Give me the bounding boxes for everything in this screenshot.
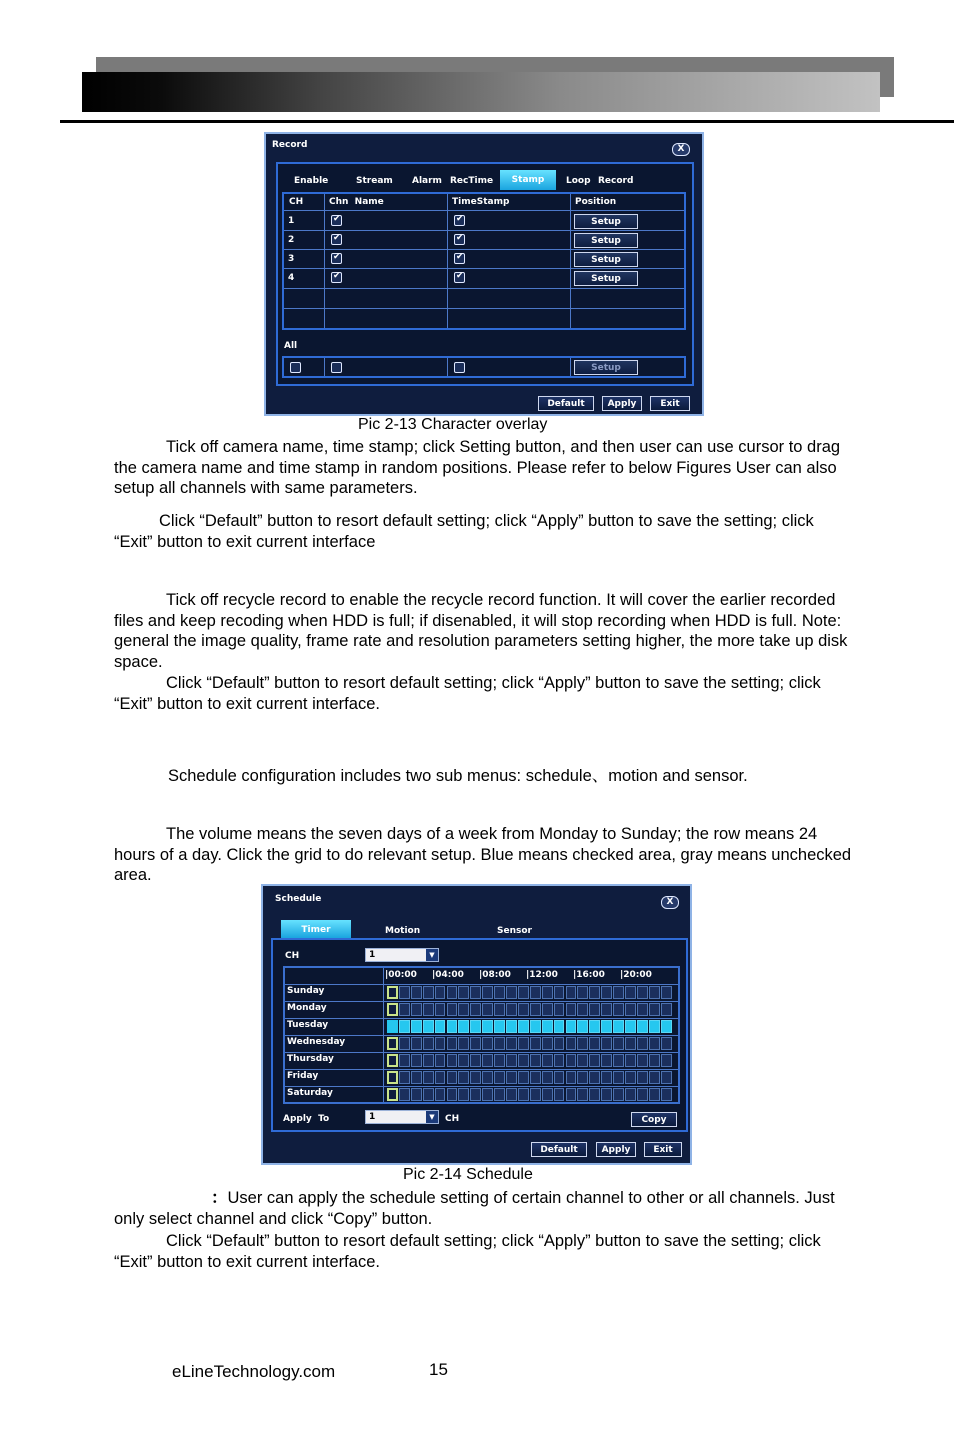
schedule-cell[interactable] [625,1071,636,1084]
stamp-table [282,192,686,330]
schedule-content-area [271,938,688,1132]
apply-button[interactable]: Apply [602,396,642,411]
schedule-cell[interactable] [518,1054,529,1067]
schedule-cell[interactable] [601,1020,612,1033]
tab-rectime[interactable]: RecTime [450,176,494,186]
schedule-cell[interactable] [625,1003,636,1016]
day-label: Wednesday [287,1037,346,1047]
default-button[interactable]: Default [531,1142,587,1157]
hour-label: |12:00 [526,970,558,980]
schedule-cell[interactable] [458,1020,469,1033]
schedule-cell[interactable] [447,986,458,999]
schedule-cell[interactable] [482,986,493,999]
schedule-cell[interactable] [387,1088,398,1101]
paragraph-lead: ： [211,1189,228,1207]
page-number: 15 [429,1360,448,1379]
position-setup-button[interactable]: Setup [574,233,638,248]
tab-alarm[interactable]: Alarm [412,176,442,186]
schedule-cell[interactable] [589,1088,600,1101]
schedule-cell[interactable] [566,1071,577,1084]
schedule-cell[interactable] [494,1071,505,1084]
schedule-cell[interactable] [435,1054,446,1067]
all-enable-checkbox[interactable] [290,362,301,373]
schedule-cell[interactable] [494,1054,505,1067]
schedule-cell[interactable] [423,1020,434,1033]
day-label: Tuesday [287,1020,329,1030]
schedule-cell[interactable] [506,1088,517,1101]
schedule-cell[interactable] [613,1054,624,1067]
schedule-cell[interactable] [447,1037,458,1050]
schedule-cell[interactable] [589,986,600,999]
schedule-cell[interactable] [577,1054,588,1067]
ch-select[interactable] [365,948,439,962]
schedule-cell[interactable] [649,1071,660,1084]
close-icon[interactable]: X [672,143,690,156]
schedule-cell[interactable] [577,986,588,999]
schedule-cell[interactable] [530,1071,541,1084]
schedule-cell[interactable] [649,1088,660,1101]
schedule-cell[interactable] [613,1020,624,1033]
schedule-cell[interactable] [470,1071,481,1084]
schedule-cell[interactable] [423,1088,434,1101]
schedule-cell[interactable] [542,1071,553,1084]
position-setup-button[interactable]: Setup [574,252,638,267]
schedule-cell[interactable] [458,1088,469,1101]
col-header-timestamp: TimeStamp [452,197,510,207]
schedule-cell[interactable] [554,1088,565,1101]
record-panel-title: Record [272,140,308,150]
schedule-cell[interactable] [661,1054,672,1067]
schedule-cell[interactable] [613,1088,624,1101]
schedule-cell[interactable] [601,1071,612,1084]
schedule-cell[interactable] [482,1054,493,1067]
schedule-cell[interactable] [637,1071,648,1084]
schedule-cell[interactable] [494,1003,505,1016]
schedule-cell[interactable] [649,1020,660,1033]
schedule-cell[interactable] [423,1003,434,1016]
schedule-cell[interactable] [423,986,434,999]
schedule-cell[interactable] [625,1020,636,1033]
schedule-cell[interactable] [435,986,446,999]
schedule-cell[interactable] [470,1003,481,1016]
schedule-cell[interactable] [435,1003,446,1016]
schedule-cell[interactable] [387,1037,398,1050]
row-divider [285,1001,678,1002]
tab-record[interactable]: Record [598,176,634,186]
all-label: All [284,341,298,351]
row-divider [285,1086,678,1087]
schedule-cell[interactable] [411,1003,422,1016]
schedule-cell[interactable] [494,1088,505,1101]
record-panel [264,132,704,416]
schedule-cell[interactable] [625,1054,636,1067]
schedule-cell[interactable] [566,1054,577,1067]
schedule-cell[interactable] [577,1003,588,1016]
schedule-cell[interactable] [435,1020,446,1033]
paragraph [114,590,854,673]
schedule-cell[interactable] [411,1037,422,1050]
schedule-cell[interactable] [601,1003,612,1016]
paragraph-text: Tick off camera name, time stamp; click Setting button, and then user can use cursor to drag the camera name and time stamp in random positions. Please refer to below Figures User can also setup all channels with same parameters. [114,438,841,498]
schedule-cell[interactable] [661,1037,672,1050]
schedule-cell[interactable] [411,1020,422,1033]
schedule-cell[interactable] [649,1037,660,1050]
schedule-cell[interactable] [589,1071,600,1084]
schedule-cell[interactable] [649,1003,660,1016]
schedule-cell[interactable] [506,1037,517,1050]
schedule-cell[interactable] [458,1003,469,1016]
schedule-cell[interactable] [387,1003,398,1016]
apply-button[interactable]: Apply [596,1142,636,1157]
schedule-cell[interactable] [399,986,410,999]
hour-label: |08:00 [479,970,511,980]
schedule-cell[interactable] [423,1054,434,1067]
apply-to-label: Apply To [283,1114,330,1124]
copy-button[interactable]: Copy [631,1112,677,1127]
schedule-cell[interactable] [494,1020,505,1033]
schedule-cell[interactable] [661,986,672,999]
timestamp-checkbox[interactable] [454,234,465,245]
schedule-cell[interactable] [506,1054,517,1067]
apply-to-value: 1 [369,1112,376,1122]
row-ch: 4 [288,273,295,283]
paragraph-text: Click “Default” button to resort default setting; click “Apply” button to save the setting; click “Exit” button to exit current interface. [114,674,821,713]
day-label: Saturday [287,1088,333,1098]
schedule-cell[interactable] [411,1054,422,1067]
schedule-cell[interactable] [577,1020,588,1033]
schedule-cell[interactable] [399,1088,410,1101]
apply-to-suffix: CH [445,1114,460,1124]
schedule-cell[interactable] [613,1037,624,1050]
hours-header [385,969,675,983]
schedule-cell[interactable] [470,1020,481,1033]
schedule-cell[interactable] [470,1037,481,1050]
schedule-cell[interactable] [435,1071,446,1084]
position-setup-button[interactable]: Setup [574,214,638,229]
apply-to-select[interactable] [365,1110,439,1124]
paragraph-text: User can apply the schedule setting of certain channel to other or all channels. Just only select channel and click “Copy” button. [114,1189,835,1228]
paragraph [114,437,854,499]
tab-enable[interactable]: Enable [294,176,329,186]
schedule-cell[interactable] [399,1037,410,1050]
schedule-cell[interactable] [458,986,469,999]
all-setup-button[interactable]: Setup [574,360,638,375]
record-content-area [276,162,694,386]
schedule-cell[interactable] [494,986,505,999]
schedule-cell[interactable] [399,1054,410,1067]
hour-label: |04:00 [432,970,464,980]
schedule-cell[interactable] [566,1037,577,1050]
figure-caption: Pic 2-13 Character overlay [358,416,548,433]
schedule-cell[interactable] [423,1071,434,1084]
schedule-cell[interactable] [518,1088,529,1101]
exit-button[interactable]: Exit [644,1142,682,1157]
schedule-cell[interactable] [506,1071,517,1084]
schedule-cell[interactable] [447,1020,458,1033]
chn-name-checkbox[interactable] [331,234,342,245]
day-label: Friday [287,1071,319,1081]
schedule-cell[interactable] [637,1088,648,1101]
schedule-cell[interactable] [577,1071,588,1084]
schedule-cell[interactable] [411,1071,422,1084]
header-banner [82,72,880,112]
row-divider [285,984,678,985]
schedule-cell[interactable] [530,1003,541,1016]
schedule-cell[interactable] [649,986,660,999]
schedule-cell[interactable] [542,1037,553,1050]
hour-label: |20:00 [620,970,652,980]
all-row [282,356,686,378]
schedule-cell[interactable] [494,1037,505,1050]
schedule-cell[interactable] [447,1071,458,1084]
paragraph [114,766,854,787]
row-divider [285,1035,678,1036]
position-setup-button[interactable]: Setup [574,271,638,286]
schedule-cell[interactable] [518,1071,529,1084]
row-divider [285,1052,678,1053]
schedule-cell[interactable] [530,1088,541,1101]
schedule-cell[interactable] [661,1088,672,1101]
schedule-cell[interactable] [637,1020,648,1033]
row-divider [285,1069,678,1070]
schedule-cell[interactable] [542,986,553,999]
figure-caption: Pic 2-14 Schedule [403,1166,533,1183]
tab-timer[interactable]: Timer [281,920,351,938]
chevron-down-icon: ▼ [426,949,438,961]
schedule-cell[interactable] [554,1020,565,1033]
schedule-cell[interactable] [518,1003,529,1016]
schedule-cell[interactable] [435,1037,446,1050]
schedule-cell[interactable] [661,1003,672,1016]
col-header-ch: CH [289,197,304,207]
schedule-cell[interactable] [506,1003,517,1016]
schedule-cell[interactable] [399,1003,410,1016]
schedule-grid [283,966,680,1104]
schedule-cell[interactable] [625,986,636,999]
schedule-cell[interactable] [542,1088,553,1101]
schedule-cell[interactable] [387,1020,398,1033]
schedule-cell[interactable] [518,1037,529,1050]
schedule-cell[interactable] [518,1020,529,1033]
row-ch: 1 [288,216,295,226]
schedule-cell[interactable] [458,1071,469,1084]
schedule-cell[interactable] [399,1071,410,1084]
hour-label: |00:00 [385,970,417,980]
schedule-cell[interactable] [447,1088,458,1101]
schedule-cell[interactable] [601,986,612,999]
col-header-chn-name: Chn Name [329,197,384,207]
schedule-cell[interactable] [661,1071,672,1084]
schedule-cell[interactable] [637,1003,648,1016]
schedule-cell[interactable] [482,1088,493,1101]
schedule-cell[interactable] [411,986,422,999]
schedule-cell[interactable] [387,1054,398,1067]
chn-name-checkbox[interactable] [331,272,342,283]
tab-stream[interactable]: Stream [356,176,393,186]
schedule-cell[interactable] [482,1003,493,1016]
schedule-cell[interactable] [554,1054,565,1067]
timestamp-checkbox[interactable] [454,253,465,264]
schedule-cell[interactable] [530,986,541,999]
schedule-cell[interactable] [601,1037,612,1050]
schedule-cell[interactable] [506,1020,517,1033]
schedule-cell[interactable] [554,986,565,999]
schedule-cell[interactable] [613,1003,624,1016]
paragraph-text: Click “Default” button to resort default setting; click “Apply” button to save the setting; click “Exit” button to exit current interface [114,512,814,551]
schedule-cell[interactable] [649,1054,660,1067]
schedule-cell[interactable] [554,1071,565,1084]
paragraph-text: Tick off recycle record to enable the recycle record function. It will cover the earlier recorded files and keep recoding when HDD is full; if disenabled, it will stop recording when HDD is full. Note: general the image quality, frame rate and resolution parameters setting higher, the more take up disk space. [114,591,848,672]
day-label: Sunday [287,986,325,996]
schedule-cell[interactable] [566,986,577,999]
paragraph [114,1231,854,1272]
schedule-cell[interactable] [399,1020,410,1033]
hour-label: |16:00 [573,970,605,980]
schedule-cell[interactable] [601,1054,612,1067]
paragraph-text: The volume means the seven days of a week from Monday to Sunday; the row means 24 hours of a day. Click the grid to do relevant setup. Blue means checked area, gray means unchecked area. [114,825,852,885]
all-timestamp-checkbox[interactable] [454,362,465,373]
schedule-cell[interactable] [506,986,517,999]
schedule-cell[interactable] [447,1003,458,1016]
schedule-cell[interactable] [530,1054,541,1067]
schedule-cell[interactable] [637,986,648,999]
tab-sensor[interactable]: Sensor [497,926,532,936]
footer-site: eLineTechnology.com [172,1362,336,1381]
schedule-cell[interactable] [542,1054,553,1067]
tab-loop[interactable]: Loop [566,176,591,186]
schedule-cell[interactable] [518,986,529,999]
schedule-panel-title: Schedule [275,894,322,904]
day-label: Monday [287,1003,327,1013]
schedule-cell[interactable] [423,1037,434,1050]
tab-stamp[interactable]: Stamp [500,170,556,190]
schedule-cell[interactable] [387,1071,398,1084]
schedule-cell[interactable] [482,1037,493,1050]
schedule-cell[interactable] [625,1088,636,1101]
schedule-cell[interactable] [554,1037,565,1050]
paragraph [114,673,854,714]
paragraph [114,1188,854,1229]
row-divider [285,1018,678,1019]
schedule-cell[interactable] [661,1020,672,1033]
tab-motion[interactable]: Motion [385,926,421,936]
schedule-cell[interactable] [577,1088,588,1101]
paragraph-text: Schedule configuration includes two sub menus: schedule、motion and sensor. [168,767,748,785]
schedule-cell[interactable] [470,986,481,999]
paragraph-text: Click “Default” button to resort default setting; click “Apply” button to save the setting; click “Exit” button to exit current interface. [114,1232,821,1271]
schedule-cell[interactable] [482,1071,493,1084]
schedule-cell[interactable] [387,986,398,999]
schedule-cell[interactable] [411,1088,422,1101]
ch-label: CH [285,951,300,961]
schedule-cell[interactable] [589,1037,600,1050]
schedule-cell[interactable] [613,986,624,999]
schedule-cell[interactable] [482,1020,493,1033]
default-button[interactable]: Default [538,396,594,411]
row-ch: 2 [288,235,295,245]
timestamp-checkbox[interactable] [454,272,465,283]
header-rule [60,120,954,123]
schedule-cell[interactable] [589,1054,600,1067]
schedule-cell[interactable] [542,1003,553,1016]
close-icon[interactable]: X [661,896,679,909]
schedule-cell[interactable] [637,1054,648,1067]
schedule-cell[interactable] [447,1054,458,1067]
schedule-cell[interactable] [470,1054,481,1067]
schedule-cell[interactable] [530,1037,541,1050]
chn-name-checkbox[interactable] [331,253,342,264]
schedule-cell[interactable] [625,1037,636,1050]
chevron-down-icon: ▼ [426,1111,438,1123]
paragraph [114,511,854,552]
schedule-cell[interactable] [470,1088,481,1101]
row-ch: 3 [288,254,295,264]
exit-button[interactable]: Exit [650,396,690,411]
timestamp-checkbox[interactable] [454,215,465,226]
day-label: Thursday [287,1054,334,1064]
schedule-cell[interactable] [577,1037,588,1050]
schedule-cell[interactable] [589,1003,600,1016]
schedule-cell[interactable] [566,1003,577,1016]
paragraph [114,824,854,886]
schedule-panel [261,884,692,1165]
all-chn-name-checkbox[interactable] [331,362,342,373]
schedule-cell[interactable] [637,1037,648,1050]
schedule-cell[interactable] [458,1054,469,1067]
col-header-position: Position [575,197,617,207]
schedule-cell[interactable] [530,1020,541,1033]
schedule-cell[interactable] [554,1003,565,1016]
schedule-cell[interactable] [542,1020,553,1033]
schedule-cell[interactable] [566,1020,577,1033]
schedule-cell[interactable] [601,1088,612,1101]
schedule-cell[interactable] [458,1037,469,1050]
schedule-cell[interactable] [566,1088,577,1101]
chn-name-checkbox[interactable] [331,215,342,226]
ch-select-value: 1 [369,950,376,960]
schedule-cell[interactable] [589,1020,600,1033]
schedule-cell[interactable] [435,1088,446,1101]
schedule-cell[interactable] [613,1071,624,1084]
